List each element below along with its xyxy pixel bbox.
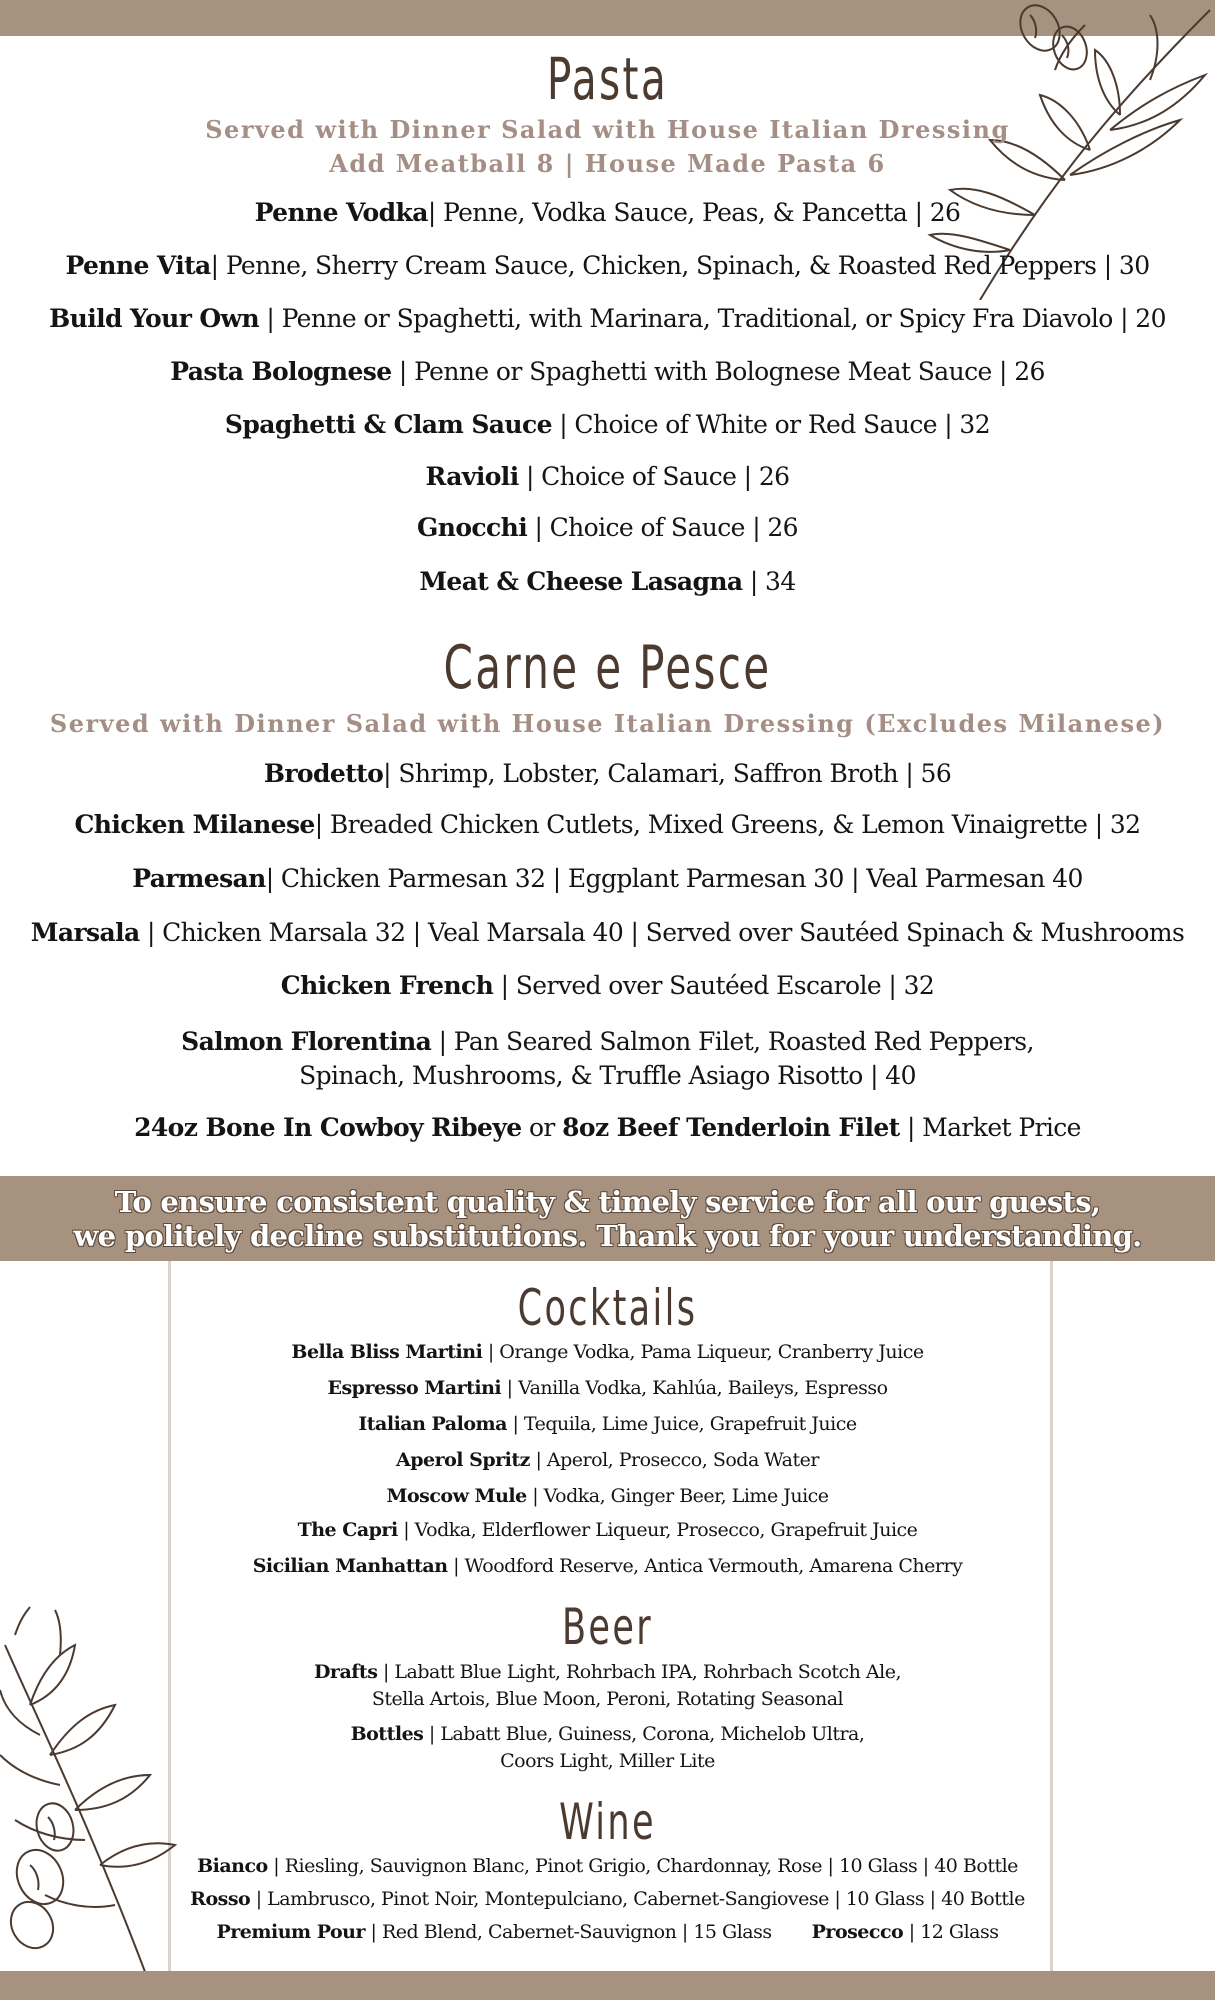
- item-name: The Capri: [297, 1519, 398, 1541]
- item-desc: | Labatt Blue Light, Rohrbach IPA, Rohrbach Scotch Ale,: [377, 1661, 902, 1683]
- bottom-band: [0, 1971, 1215, 2000]
- substitution-notice: [0, 1176, 1215, 1261]
- item-name: Premium Pour: [216, 1921, 365, 1943]
- carne-heading: Carne e Pesce: [443, 633, 772, 703]
- item-desc: | Choice of Sauce | 26: [527, 513, 798, 542]
- item-name: Chicken French: [280, 971, 494, 1000]
- menu-item-chicken-milanese: [0, 810, 1215, 839]
- menu-item-gnocchi: [0, 513, 1215, 542]
- item-desc: | Penne or Spaghetti with Bolognese Meat Sauce | 26: [391, 357, 1045, 386]
- item-desc: | Tequila, Lime Juice, Grapefruit Juice: [506, 1413, 857, 1435]
- menu-item-spaghetti-clam: [0, 410, 1215, 439]
- item-desc: | Lambrusco, Pinot Noir, Montepulciano, Cabernet-Sangiovese | 10 Glass | 40 Bottle: [250, 1888, 1025, 1910]
- item-name: Penne Vodka: [254, 198, 428, 227]
- item-name: Italian Paloma: [358, 1413, 507, 1435]
- item-desc: | Served over Sautéed Escarole | 32: [493, 971, 935, 1000]
- item-desc: | Riesling, Sauvignon Blanc, Pinot Grigio, Chardonnay, Rose | 10 Glass | 40 Bottle: [267, 1855, 1018, 1877]
- item-desc: | Woodford Reserve, Antica Vermouth, Amarena Cherry: [447, 1555, 963, 1577]
- item-name: Bottles: [350, 1723, 424, 1745]
- carne-subtitle: Served with Dinner Salad with House Italian Dressing (Excludes Milanese): [49, 709, 1166, 738]
- item-name: Pasta Bolognese: [170, 357, 392, 386]
- item-name: Drafts: [313, 1661, 378, 1683]
- menu-item-salmon-florentina: [0, 1025, 1215, 1093]
- item-name: Moscow Mule: [386, 1485, 527, 1507]
- item-desc: | Vodka, Ginger Beer, Lime Juice: [526, 1485, 829, 1507]
- cocktail-item: [0, 1449, 1215, 1471]
- wine-heading: Wine: [559, 1793, 656, 1851]
- cocktail-item: [0, 1341, 1215, 1363]
- cocktail-item: [0, 1485, 1215, 1507]
- cocktail-item: [0, 1377, 1215, 1399]
- item-name: Aperol Spritz: [396, 1449, 530, 1471]
- item-desc: | Pan Seared Salmon Filet, Roasted Red Peppers,: [431, 1027, 1034, 1056]
- item-desc: | Aperol, Prosecco, Soda Water: [529, 1449, 819, 1471]
- item-name: Brodetto: [263, 759, 384, 788]
- item-desc: | 34: [742, 567, 796, 596]
- item-name: Ravioli: [425, 462, 519, 491]
- item-name: Marsala: [30, 918, 140, 947]
- item-desc: | Red Blend, Cabernet-Sauvignon | 15 Glass: [365, 1921, 772, 1943]
- menu-item-marsala: [0, 918, 1215, 947]
- item-name: Build Your Own: [49, 304, 260, 333]
- cocktail-item: [0, 1413, 1215, 1435]
- item-desc: | Penne, Vodka Sauce, Peas, & Pancetta | 26: [427, 198, 961, 227]
- menu-item-penne-vita: [0, 251, 1215, 280]
- menu-item-parmesan: [0, 864, 1215, 893]
- menu-item-brodetto: [0, 759, 1215, 788]
- item-desc: | Labatt Blue, Guiness, Corona, Michelob Ultra,: [423, 1723, 865, 1745]
- item-desc: | Orange Vodka, Pama Liqueur, Cranberry Juice: [482, 1341, 924, 1363]
- item-desc-2: Coors Light, Miller Lite: [500, 1750, 715, 1772]
- menu-item-build-your-own: [0, 304, 1215, 333]
- item-name: Gnocchi: [417, 513, 528, 542]
- menu-item-lasagna: [0, 567, 1215, 596]
- pasta-heading: Pasta: [546, 45, 669, 113]
- item-name: Penne Vita: [65, 251, 211, 280]
- item-name: Espresso Martini: [327, 1377, 502, 1399]
- menu-item-steak: [0, 1113, 1215, 1142]
- notice-line-1: To ensure consistent quality & timely service for all our guests,: [114, 1185, 1101, 1219]
- menu-item-penne-vodka: [0, 198, 1215, 227]
- item-desc-prosecco: | 12 Glass: [903, 1921, 999, 1943]
- item-name-2: 8oz Beef Tenderloin Filet: [562, 1113, 900, 1142]
- item-name: 24oz Bone In Cowboy Ribeye: [134, 1113, 522, 1142]
- menu-item-pasta-bolognese: [0, 357, 1215, 386]
- item-desc: | Vodka, Elderflower Liqueur, Prosecco, Grapefruit Juice: [397, 1519, 918, 1541]
- item-desc: | Breaded Chicken Cutlets, Mixed Greens, & Lemon Vinaigrette | 32: [314, 810, 1141, 839]
- cocktails-heading: Cocktails: [517, 1279, 698, 1337]
- olive-branch-icon: [0, 1605, 185, 1985]
- cocktail-item: [0, 1519, 1215, 1541]
- pasta-addons: Add Meatball 8 | House Made Pasta 6: [329, 149, 886, 178]
- item-name: Bella Bliss Martini: [291, 1341, 483, 1363]
- item-desc: | Shrimp, Lobster, Calamari, Saffron Broth | 56: [383, 759, 952, 788]
- item-desc: | Market Price: [899, 1113, 1081, 1142]
- item-or: or: [521, 1113, 563, 1142]
- item-name: Bianco: [197, 1855, 268, 1877]
- menu-item-chicken-french: [0, 971, 1215, 1000]
- item-name: Meat & Cheese Lasagna: [419, 567, 743, 596]
- item-name: Sicilian Manhattan: [252, 1555, 448, 1577]
- item-desc-2: Spinach, Mushrooms, & Truffle Asiago Risotto | 40: [299, 1061, 916, 1090]
- item-desc: | Penne or Spaghetti, with Marinara, Traditional, or Spicy Fra Diavolo | 20: [259, 304, 1166, 333]
- item-name: Parmesan: [132, 864, 266, 893]
- menu-item-ravioli: [0, 462, 1215, 491]
- item-desc: | Chicken Marsala 32 | Veal Marsala 40 | Served over Sautéed Spinach & Mushrooms: [139, 918, 1185, 947]
- item-desc: | Penne, Sherry Cream Sauce, Chicken, Spinach, & Roasted Red Peppers | 30: [210, 251, 1150, 280]
- item-desc: | Choice of Sauce | 26: [518, 462, 790, 491]
- beer-heading: Beer: [561, 1598, 654, 1656]
- item-name-prosecco: Prosecco: [811, 1921, 904, 1943]
- item-name: Rosso: [190, 1888, 251, 1910]
- item-name: Chicken Milanese: [74, 810, 315, 839]
- item-desc: | Chicken Parmesan 32 | Eggplant Parmesan 30 | Veal Parmesan 40: [265, 864, 1083, 893]
- item-name: Salmon Florentina: [181, 1027, 432, 1056]
- notice-line-2: we politely decline substitutions. Thank you for your understanding.: [73, 1219, 1142, 1253]
- cocktail-item: [0, 1555, 1215, 1577]
- item-desc: | Choice of White or Red Sauce | 32: [551, 410, 991, 439]
- item-desc: | Vanilla Vodka, Kahlúa, Baileys, Espresso: [501, 1377, 888, 1399]
- item-name: Spaghetti & Clam Sauce: [224, 410, 552, 439]
- item-desc-2: Stella Artois, Blue Moon, Peroni, Rotating Seasonal: [371, 1688, 844, 1710]
- pasta-subtitle: Served with Dinner Salad with House Italian Dressing: [205, 115, 1010, 144]
